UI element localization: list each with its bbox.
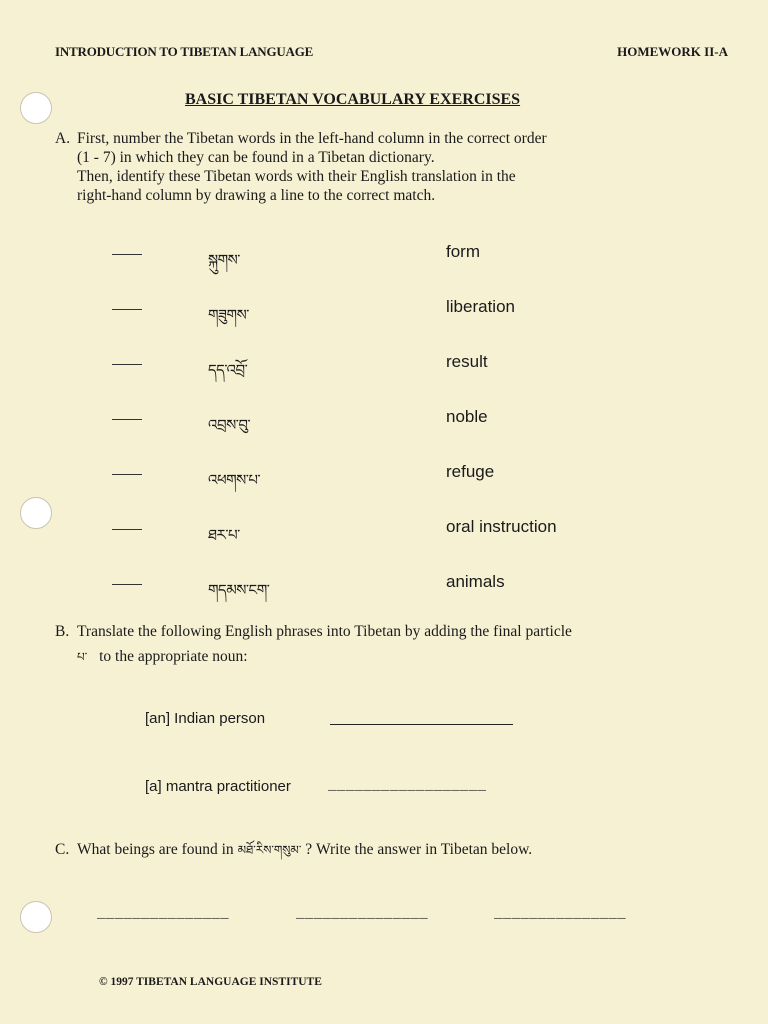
english-word: liberation (446, 297, 515, 316)
tibetan-word: འཕགས་པ་ (208, 471, 261, 489)
phrase-1: [an] Indian person (145, 710, 266, 727)
vocab-row (0, 407, 768, 437)
page-title: BASIC TIBETAN VOCABULARY EXERCISES (185, 91, 521, 108)
section-a-instructions (55, 129, 675, 205)
section-c-tibetan: མཐོ་རིས་གསུམ་ (237, 843, 302, 857)
english-word: oral instruction (446, 517, 557, 536)
binder-hole (20, 901, 52, 933)
vocab-row (0, 462, 768, 492)
vocab-row (0, 242, 768, 272)
section-c-question (55, 840, 755, 860)
vocab-row (0, 297, 768, 327)
section-a-line: (1 - 7) in which they can be found in a Tibetan dictionary. (77, 149, 435, 166)
section-b-instructions (55, 622, 705, 667)
number-blank[interactable] (112, 474, 142, 475)
phrase-2: [a] mantra practitioner (145, 778, 291, 795)
tibetan-word: སྐུགས་ (208, 251, 240, 269)
section-a-line: right-hand column by drawing a line to the correct match. (77, 187, 436, 204)
english-word: result (446, 352, 488, 371)
course-title: INTRODUCTION TO TIBETAN LANGUAGE (55, 44, 314, 59)
number-blank[interactable] (112, 364, 142, 365)
english-word: refuge (446, 462, 495, 481)
number-blank[interactable] (112, 584, 142, 585)
section-b-line: Translate the following English phrases into Tibetan by adding the final particle (77, 623, 572, 640)
vocab-row (0, 352, 768, 382)
section-c-label: C. (55, 841, 70, 858)
tibetan-word: གཟུགས་ (208, 306, 249, 324)
answer-line-c2[interactable]: _______________ (296, 906, 429, 922)
section-a-line: First, number the Tibetan words in the left-hand column in the correct order (77, 130, 547, 147)
english-word: noble (446, 407, 488, 426)
answer-line-2[interactable]: __________________ (328, 778, 487, 794)
tibetan-word: གདམས་ངག་ (208, 581, 270, 599)
tibetan-word: ཐར་པ་ (208, 526, 240, 544)
final-particle: པ་ (77, 650, 88, 664)
number-blank[interactable] (112, 254, 142, 255)
section-a-line: Then, identify these Tibetan words with their English translation in the (77, 168, 516, 185)
answer-line-c1[interactable]: _______________ (97, 906, 230, 922)
vocab-row (0, 572, 768, 602)
tibetan-word: འབྲས་བུ་ (208, 416, 251, 434)
english-word: form (446, 242, 480, 261)
english-word: animals (446, 572, 505, 591)
section-b-label: B. (55, 623, 70, 640)
section-b-line: to the appropriate noun: (99, 648, 248, 665)
section-c-text: ? Write the answer in Tibetan below. (305, 841, 533, 858)
answer-line-c3[interactable]: _______________ (494, 906, 627, 922)
number-blank[interactable] (112, 529, 142, 530)
number-blank[interactable] (112, 309, 142, 310)
section-c-text: What beings are found in (77, 841, 234, 858)
section-a-label: A. (55, 130, 71, 147)
vocab-row (0, 517, 768, 547)
homework-label: HOMEWORK II-A (617, 44, 728, 59)
copyright-footer: © 1997 TIBETAN LANGUAGE INSTITUTE (99, 976, 322, 988)
number-blank[interactable] (112, 419, 142, 420)
tibetan-word: དད་འབྲོ་ (208, 361, 248, 379)
binder-hole (20, 92, 52, 124)
answer-line-1[interactable] (330, 708, 513, 725)
